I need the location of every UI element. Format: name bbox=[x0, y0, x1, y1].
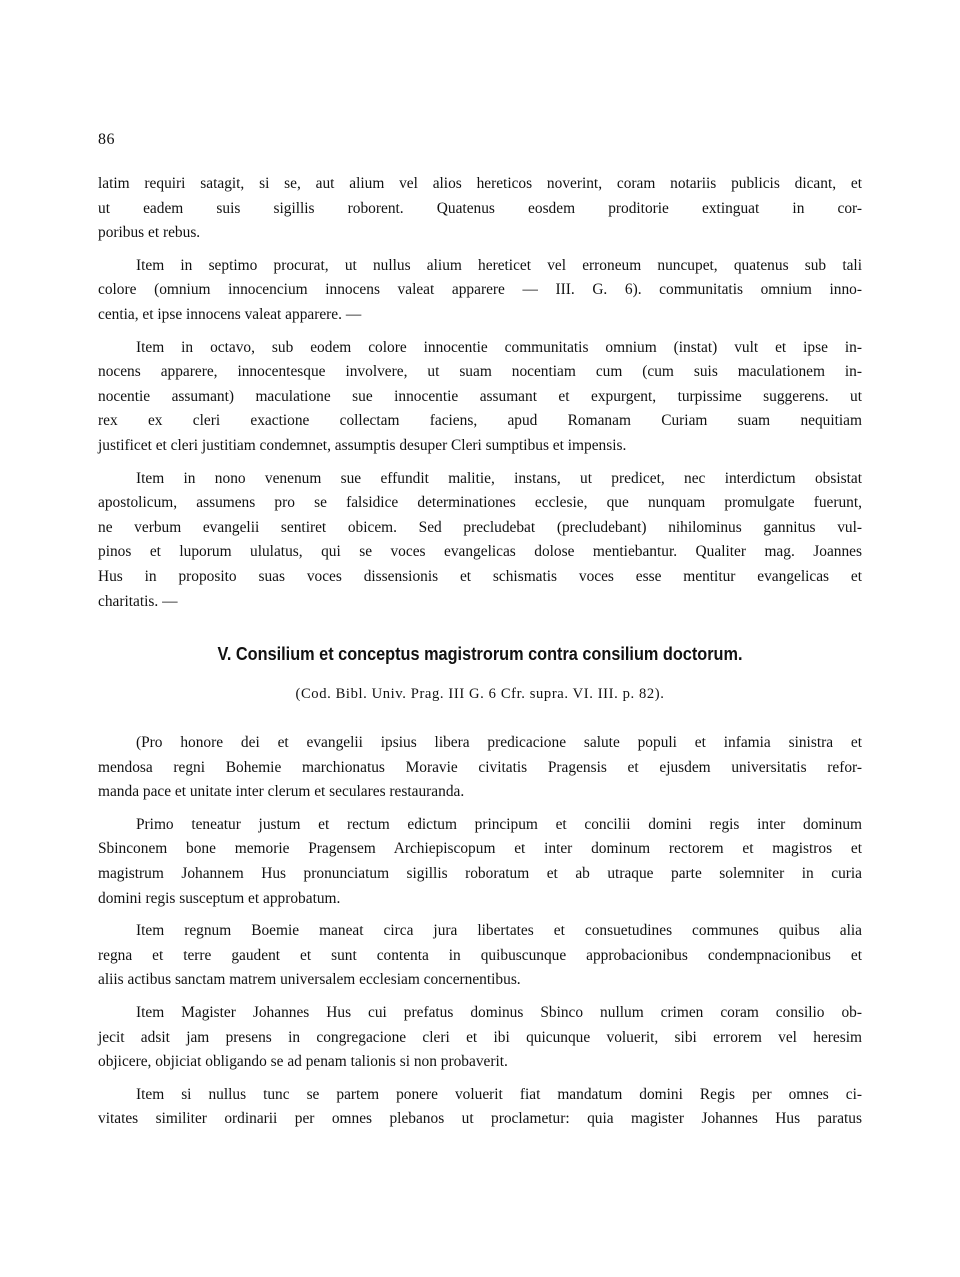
text-line: apostolicum, assumens pro se falsidice determinationes ecclesie, que nunquam promulgate fuerunt, bbox=[98, 494, 862, 512]
text-line: aliis actibus sanctam matrem universalem ecclesiam concernentibus. bbox=[98, 971, 521, 989]
section-heading: V. Consilium et conceptus magistrorum contra consilium doctorum. bbox=[217, 643, 743, 664]
text-line: Item in nono venenum sue effundit malitie, instans, ut predicet, nec interdictum obsistat bbox=[136, 469, 862, 487]
text-line: Primo teneatur justum et rectum edictum principum et concilii domini regis inter dominum bbox=[136, 815, 862, 833]
text-line: Item in octavo, sub eodem colore innocentie communitatis omnium (instat) vult et ipse in- bbox=[136, 338, 862, 356]
text-line: Sbinconem bone memorie Pragensem Archiepiscopum et inter dominum rectorem et magistros et bbox=[98, 840, 862, 858]
text-line: colore (omnium innocencium innocens valeat apparere — III. G. 6). communitatis omnium inno- bbox=[98, 281, 862, 299]
top-body-text bbox=[98, 172, 862, 622]
text-line: vitates similiter ordinarii per omnes plebanos ut proclametur: quia magister Johannes Hus paratus bbox=[98, 1110, 862, 1128]
paragraph bbox=[98, 1083, 862, 1132]
bottom-body-text bbox=[98, 731, 862, 1140]
text-line: rex ex cleri exactione collectam faciens, apud Romanam Curiam suam nequitiam bbox=[98, 412, 862, 430]
text-line: ne verbum evangelii sentiret obicem. Sed precludebat (precludebant) nihilominus gannitus vul- bbox=[98, 518, 862, 536]
text-line: ut eadem suis sigillis roborent. Quatenus eosdem proditorie extinguat in cor- bbox=[98, 199, 862, 217]
text-line: poribus et rebus. bbox=[98, 224, 201, 242]
text-line: Item si nullus tunc se partem ponere voluerit fiat mandatum domini Regis per omnes ci- bbox=[136, 1085, 862, 1103]
paragraph bbox=[98, 336, 862, 459]
text-line: (Pro honore dei et evangelii ipsius libera predicacione salute populi et infamia sinistra et bbox=[136, 734, 862, 751]
paragraph bbox=[98, 813, 862, 911]
text-line: nocens apparere, innocentesque involvere, ut suam nocentiam cum (cum suis maculationem in- bbox=[98, 363, 862, 381]
paragraph bbox=[98, 467, 862, 615]
text-line: pinos et luporum ululatus, qui se voces evangelicas dolose mentiebantur. Qualiter mag. Joannes bbox=[98, 543, 862, 561]
text-line: nocentie assumant) maculatione sue innocentie assumant et expurgent, turpissime suggerens. ut bbox=[98, 387, 862, 405]
text-line: latim requiri satagit, si se, aut alium vel alios hereticos noverint, coram notariis publicis dicant, et bbox=[98, 175, 862, 192]
text-line: manda pace et unitate inter clerum et seculares restauranda. bbox=[98, 783, 465, 801]
paragraph bbox=[98, 919, 862, 993]
source-citation: (Cod. Bibl. Univ. Prag. III G. 6 Cfr. supra. VI. III. p. 82). bbox=[295, 686, 665, 702]
text-line: charitatis. — bbox=[98, 592, 178, 610]
paragraph bbox=[98, 1001, 862, 1075]
page-number: 86 bbox=[98, 131, 115, 148]
text-line: Item in septimo procurat, ut nullus alium hereticet vel erroneum nuncupet, quatenus sub tali bbox=[136, 256, 862, 274]
text-line: objicere, objiciat obligando se ad penam talionis si non probaverit. bbox=[98, 1053, 508, 1071]
text-line: Item Magister Johannes Hus cui prefatus dominus Sbinco nullum crimen coram consilio ob- bbox=[136, 1003, 862, 1021]
text-line: justificet et cleri justitiam condemnet, assumptis desuper Cleri sumptibus et impensis. bbox=[98, 436, 627, 454]
text-line: Hus in proposito suas voces dissensionis et schismatis voces esse mentitur evangelicas et bbox=[98, 567, 862, 585]
text-line: Item regnum Boemie maneat circa jura libertates et consuetudines communes quibus alia bbox=[136, 922, 862, 940]
paragraph bbox=[98, 731, 862, 805]
text-line: mendosa regni Bohemie marchionatus Moravie civitatis Pragensis et ejusdem universitatis refor- bbox=[98, 758, 862, 776]
text-line: magistrum Johannem Hus pronunciatum sigillis roboratum et ab utraque parte solemniter in curia bbox=[98, 864, 862, 882]
text-line: domini regis susceptum et approbatum. bbox=[98, 889, 341, 907]
text-line: regna et terre gaudent et sunt contenta in quibuscunque approbacionibus condempnacionibus et bbox=[98, 946, 862, 964]
paragraph bbox=[98, 172, 862, 246]
paragraph bbox=[98, 254, 862, 328]
text-line: centia, et ipse innocens valeat apparere. — bbox=[98, 305, 362, 323]
text-line: jecit adsit jam presens in congregacione cleri et ibi quicunque voluerit, sibi errorem vel heresim bbox=[98, 1028, 862, 1046]
